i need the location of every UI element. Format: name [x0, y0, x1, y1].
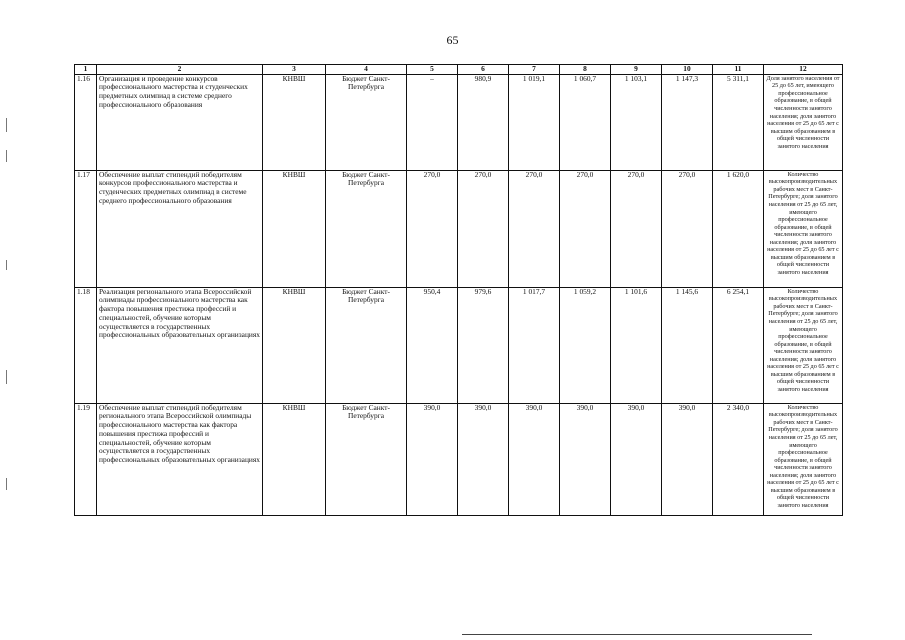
funding-source: Бюджет Санкт-Петербурга [326, 403, 407, 515]
table-row [75, 74, 843, 170]
value-cell: 1 060,7 [560, 74, 611, 170]
value-cell: – [407, 74, 458, 170]
value-cell: 270,0 [611, 170, 662, 287]
value-cell: 1 101,6 [611, 287, 662, 403]
margin-mark [6, 118, 7, 132]
row-number: 1.18 [75, 287, 97, 403]
indicator-cell: Количество высокопроизводительных рабочих мест в Санкт-Петербурге; доля занятого населения от 25 до 65 лет, имеющего профессиональное образование, в общей численности занятого населения; доля занятого населения от 25 до 65 лет с высшим образованием в общей численности занятого населения [764, 287, 843, 403]
row-number: 1.16 [75, 74, 97, 170]
value-cell: 1 103,1 [611, 74, 662, 170]
column-header: 2 [97, 65, 263, 75]
column-header: 4 [326, 65, 407, 75]
table-row [75, 287, 843, 403]
responsible-executor: КНВШ [263, 287, 326, 403]
value-cell: 390,0 [611, 403, 662, 515]
column-header: 12 [764, 65, 843, 75]
responsible-executor: КНВШ [263, 74, 326, 170]
column-header: 8 [560, 65, 611, 75]
column-header: 9 [611, 65, 662, 75]
measure-name: Реализация регионального этапа Всероссийской олимпиады профессионального мастерства как фактора повышения престижа профессий и специальностей, обучение которым осуществляется в государственных профессиональных образовательных организациях [97, 287, 263, 403]
value-cell: 1 019,1 [509, 74, 560, 170]
value-cell: 390,0 [458, 403, 509, 515]
value-cell: 270,0 [560, 170, 611, 287]
responsible-executor: КНВШ [263, 170, 326, 287]
indicator-cell: Количество высокопроизводительных рабочих мест в Санкт-Петербурге; доля занятого населения от 25 до 65 лет, имеющего профессиональное образование, в общей численности занятого населения; доля занятого населения от 25 до 65 лет с высшим образованием в общей численности занятого населения [764, 170, 843, 287]
total-cell: 5 311,1 [713, 74, 764, 170]
column-header: 1 [75, 65, 97, 75]
column-header: 3 [263, 65, 326, 75]
value-cell: 390,0 [560, 403, 611, 515]
funding-source: Бюджет Санкт-Петербурга [326, 170, 407, 287]
footer-rule [462, 634, 812, 635]
value-cell: 1 059,2 [560, 287, 611, 403]
margin-mark [6, 260, 7, 270]
margin-mark [6, 370, 7, 384]
value-cell: 979,6 [458, 287, 509, 403]
column-number-row [75, 65, 843, 75]
value-cell: 390,0 [407, 403, 458, 515]
column-header: 11 [713, 65, 764, 75]
measure-name: Обеспечение выплат стипендий победителям конкурсов профессионального мастерства и студенческих предметных олимпиад в системе среднего профессионального образования [97, 170, 263, 287]
column-header: 7 [509, 65, 560, 75]
table-row [75, 170, 843, 287]
value-cell: 1 017,7 [509, 287, 560, 403]
value-cell: 390,0 [662, 403, 713, 515]
funding-source: Бюджет Санкт-Петербурга [326, 287, 407, 403]
row-number: 1.19 [75, 403, 97, 515]
total-cell: 6 254,1 [713, 287, 764, 403]
value-cell: 270,0 [407, 170, 458, 287]
value-cell: 270,0 [458, 170, 509, 287]
margin-mark [6, 150, 7, 162]
value-cell: 980,9 [458, 74, 509, 170]
funding-source: Бюджет Санкт-Петербурга [326, 74, 407, 170]
value-cell: 390,0 [509, 403, 560, 515]
measure-name: Организация и проведение конкурсов профессионального мастерства и студенческих предметных олимпиад в системе среднего профессионального образования [97, 74, 263, 170]
value-cell: 950,4 [407, 287, 458, 403]
total-cell: 2 340,0 [713, 403, 764, 515]
value-cell: 270,0 [509, 170, 560, 287]
measure-name: Обеспечение выплат стипендий победителям регионального этапа Всероссийской олимпиады профессионального мастерства как фактора повышения престижа профессий и специальностей, обучение которым осуществляется в государственных профессиональных образовательных организациях [97, 403, 263, 515]
page-number: 65 [446, 33, 459, 47]
total-cell: 1 620,0 [713, 170, 764, 287]
table-row [75, 403, 843, 515]
column-header: 10 [662, 65, 713, 75]
column-header: 6 [458, 65, 509, 75]
column-header: 5 [407, 65, 458, 75]
value-cell: 270,0 [662, 170, 713, 287]
budget-table [74, 64, 843, 516]
value-cell: 1 147,3 [662, 74, 713, 170]
value-cell: 1 145,6 [662, 287, 713, 403]
margin-mark [6, 478, 7, 490]
indicator-cell: Количество высокопроизводительных рабочих мест в Санкт-Петербурге; доля занятого населения от 25 до 65 лет, имеющего профессиональное образование, в общей численности занятого населения; доля занятого населения от 25 до 65 лет с высшим образованием в общей численности занятого населения [764, 403, 843, 515]
responsible-executor: КНВШ [263, 403, 326, 515]
row-number: 1.17 [75, 170, 97, 287]
indicator-cell: Доля занятого населения от 25 до 65 лет, имеющего профессиональное образование, в общей численности занятого населения; доля занятого населения от 25 до 65 лет с высшим образованием в общей численности занятого населения [764, 74, 843, 170]
